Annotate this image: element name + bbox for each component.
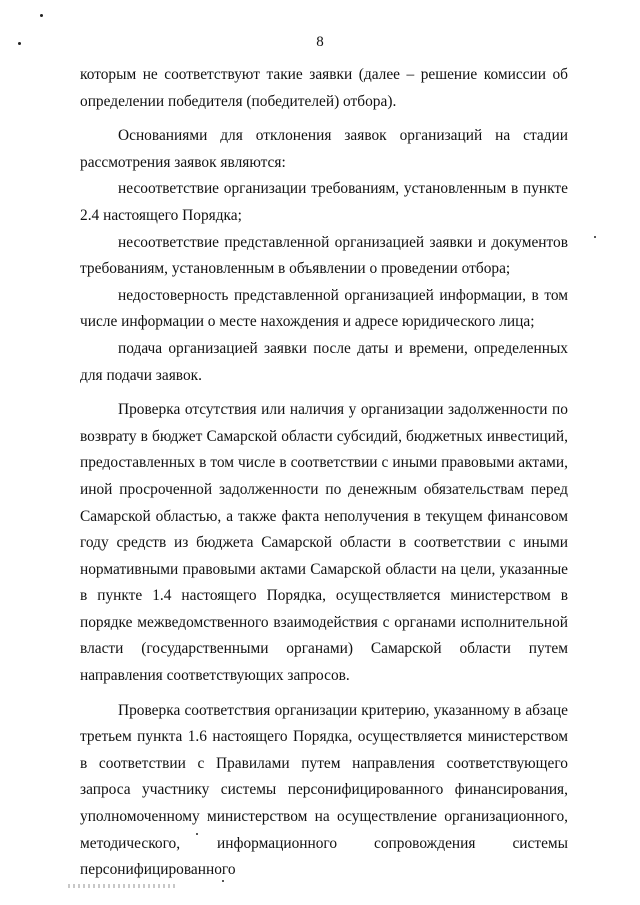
document-body [80, 62, 568, 884]
paragraph: которым не соответствуют такие заявки (далее – решение комиссии об определении победителя (победителей) отбора). [80, 66, 568, 110]
scan-noise [68, 884, 178, 888]
paragraph: несоответствие представленной организацией заявки и документов требованиям, установленным в объявлении о проведении отбора; [80, 233, 568, 278]
page-number: 8 [316, 34, 324, 50]
paragraph: подача организацией заявки после даты и времени, определенных для подачи заявок. [80, 339, 568, 384]
scan-speck [40, 14, 43, 17]
paragraph: Проверка отсутствия или наличия у организации задолженности по возврату в бюджет Самарской области субсидий, бюджетных инвестиций, предоставленных в том числе в соответствии с иными правовыми актами, иной просроченной задолженности по денежным обязательствам перед Самарской областью, а также факта неполучения в текущем финансовом году средств из бюджета Самарской области в соответствии с иными нормативными правовыми актами Самарской области на цели, указанные в пункте 1.4 настоящего Порядка, осуществляется министерством в порядке межведомственного взаимодействия с органами исполнительной власти (государственными органами) Самарской области путем направления соответствующих запросов. [80, 401, 568, 685]
paragraph: недостоверность представленной организацией информации, в том числе информации о месте нахождения и адресе юридического лица; [80, 286, 568, 331]
paragraph: несоответствие организации требованиям, установленным в пункте 2.4 настоящего Порядка; [80, 180, 568, 224]
paragraph: Основаниями для отклонения заявок организаций на стадии рассмотрения заявок являются: [80, 127, 568, 171]
scan-speck [594, 236, 596, 238]
paragraph: Проверка соответствия организации критерию, указанному в абзаце третьем пункта 1.6 настоящего Порядка, осуществляется министерством в соответствии с Правилами путем направления соответствующего запроса участнику системы персонифицированного финансирования, уполномоченному министерством на осуществление организационного, методического, информационного сопровождения системы персонифицированного [80, 701, 568, 879]
